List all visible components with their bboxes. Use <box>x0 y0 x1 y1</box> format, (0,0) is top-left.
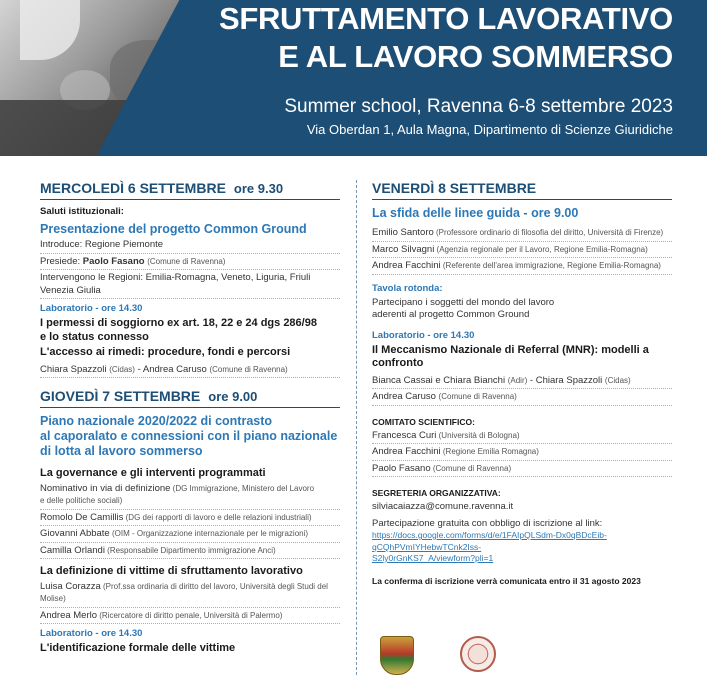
speaker-name: Giovanni Abbate <box>40 528 110 539</box>
speaker-name: Francesca Curi <box>372 429 437 441</box>
venue: Via Oberdan 1, Aula Magna, Dipartimento di Scienze Giuridiche <box>306 122 673 137</box>
day2-lab-label: Laboratorio - ore 14.30 <box>40 628 143 639</box>
speaker-name: Marco Silvagni <box>372 243 435 255</box>
intro: Introduce: Regione Piemonte <box>40 239 340 254</box>
segreteria-note: Partecipazione gratuita con obbligo di iscrizione al link: <box>372 517 603 529</box>
sfida-title: La sfida delle linee guida - ore 9.00 <box>372 206 579 220</box>
university-seal-icon <box>460 636 496 672</box>
day2-time: ore 9.00 <box>208 389 258 404</box>
speaker-org: (Comune di Ravenna) <box>430 463 512 473</box>
speaker-name: Andrea Facchini <box>372 446 441 457</box>
comune-crest-icon <box>380 636 414 675</box>
page-title <box>219 0 673 76</box>
segreteria-email: silviacaiazza@comune.ravenna.it <box>372 501 514 512</box>
saluti: Saluti istituzionali: <box>40 206 124 217</box>
day3-header <box>372 180 672 200</box>
day1-header <box>40 180 340 200</box>
speaker-row <box>40 483 340 510</box>
speaker-org: (DG dei rapporti di lavoro e delle relazioni industriali) <box>123 512 312 522</box>
speaker-name: Andrea Merlo <box>40 609 98 621</box>
speaker-row <box>40 581 340 608</box>
regions: Intervengono le Regioni: Emilia-Romagna, Veneto, Liguria, Friuli Venezia Giulia <box>40 272 340 299</box>
day1-lab-title3: L'accesso ai rimedi: procedure, fondi e percorsi <box>40 346 291 358</box>
speaker-org: (Referente dell'area immigrazione, Regione Emilia-Romagna) <box>440 261 661 270</box>
day1-lab-label: Laboratorio - ore 14.30 <box>40 303 143 314</box>
left-column <box>40 180 340 656</box>
header-banner <box>0 0 707 156</box>
day1-lab-speakers: Chiara Spazzoli (Cidas) - Andrea Caruso (Comune di Ravenna) <box>40 364 340 379</box>
speaker-row <box>372 260 672 275</box>
speaker-name: Camilla Orlandi <box>40 544 105 556</box>
speaker-name: Luisa Corazza <box>40 580 101 592</box>
def-speakers <box>40 581 340 625</box>
registration-link-line1[interactable]: https://docs.google.com/forms/d/e/1FAIpQLSdm-Dx0qBDcEib-qCQhPVmIYHebwTCnk2Iss- <box>372 530 607 552</box>
day2-lab-title: L'identificazione formale delle vittime <box>40 642 236 654</box>
speaker-org: (Agenzia regionale per il Lavoro, Regione Emilia-Romagna) <box>434 244 648 254</box>
day3-lab-speaker3: Andrea Caruso (Comune di Ravenna) <box>372 391 672 406</box>
day2-name: GIOVEDÌ 7 SETTEMBRE <box>40 388 201 404</box>
title-line1: SFRUTTAMENTO LAVORATIVO <box>218 1 673 36</box>
segreteria-label: SEGRETERIA ORGANIZZATIVA: <box>372 488 501 498</box>
speaker-org: (Responsabile Dipartimento immigrazione Anci) <box>104 545 276 555</box>
chair: Presiede: Paolo Fasano (Comune di Ravenna) <box>40 256 340 271</box>
speaker-name: Emilio Santoro <box>372 227 434 238</box>
plan-line1: Piano nazionale 2020/2022 di contrasto <box>40 414 273 428</box>
speaker-org-cont: e delle politiche sociali) <box>40 496 123 505</box>
day1-lab-title2: e lo status connesso <box>40 330 149 343</box>
speaker-org: (OIM - Organizzazione internazionale per le migrazioni) <box>109 529 309 538</box>
tavola-label: Tavola rotonda: <box>372 282 443 294</box>
speaker-org: (Università di Bologna) <box>436 430 520 440</box>
comitato-label: COMITATO SCIENTIFICO: <box>372 416 475 427</box>
plan-line2: al caporalato e connessioni con il piano nazionale <box>40 429 338 443</box>
speaker-row <box>372 430 672 445</box>
day1-name: MERCOLEDÌ 6 SETTEMBRE <box>40 180 226 196</box>
gov-title: La governance e gli interventi programmati <box>40 467 266 479</box>
tavola-text2: aderenti al progetto Common Ground <box>372 309 530 320</box>
day3-lab-label: Laboratorio - ore 14.30 <box>372 329 475 341</box>
registration-link-line2[interactable]: S2ly0rGnKS7_A/viewform?pli=1 <box>372 553 494 563</box>
day2-header <box>40 388 340 408</box>
right-column <box>372 180 672 587</box>
speaker-row <box>372 463 672 478</box>
speaker-name: Romolo De Camillis <box>40 511 124 523</box>
speaker-row <box>372 244 672 259</box>
logos <box>380 636 496 675</box>
title-line2: E AL LAVORO SOMMERSO <box>278 39 673 74</box>
speaker-name: Andrea Facchini <box>372 260 441 271</box>
day3-lab-title: Il Meccanismo Nazionale di Referral (MNR): modelli a confronto <box>372 343 649 369</box>
speaker-row <box>40 545 340 560</box>
speaker-org: (Prof.ssa ordinaria di diritto del lavoro, Università degli Studi del Molise) <box>40 581 328 603</box>
speaker-row <box>372 446 672 461</box>
speaker-row <box>40 512 340 527</box>
presentation-title: Presentazione del progetto Common Ground <box>40 222 307 236</box>
day1-lab-title1: I permessi di soggiorno ex art. 18, 22 e 24 dgs 286/98 <box>40 317 317 329</box>
speaker-name: Nominativo in via di definizione <box>40 482 171 494</box>
speaker-org: (Regione Emilia Romagna) <box>440 447 539 456</box>
speaker-org: (DG Immigrazione, Ministero del Lavoro <box>170 483 315 493</box>
comitato-members <box>372 430 672 478</box>
speaker-row <box>40 528 340 543</box>
speaker-row <box>40 610 340 625</box>
speaker-org: (Professore ordinario di filosofia del diritto, Università di Firenze) <box>433 228 664 237</box>
gov-speakers <box>40 483 340 560</box>
day1-time: ore 9.30 <box>233 181 284 196</box>
confirm-note: La conferma di iscrizione verrà comunicata entro il 31 agosto 2023 <box>372 575 641 586</box>
sfida-speakers <box>372 227 672 275</box>
subtitle: Summer school, Ravenna 6-8 settembre 2023 <box>284 96 673 117</box>
day3-lab-speakers: Bianca Cassai e Chiara Bianchi (Adir) - Chiara Spazzoli (Cidas) <box>372 375 672 390</box>
def-title: La definizione di vittime di sfruttamento lavorativo <box>40 565 303 577</box>
speaker-row <box>372 227 672 242</box>
day3-name: VENERDÌ 8 SETTEMBRE <box>372 180 537 196</box>
column-divider <box>356 180 357 675</box>
speaker-name: Paolo Fasano <box>372 462 431 474</box>
speaker-org: (Ricercatore di diritto penale, Università di Palermo) <box>97 610 283 620</box>
tavola-text1: Partecipano i soggetti del mondo del lavoro <box>372 296 555 308</box>
plan-line3: di lotta al lavoro sommerso <box>40 444 203 458</box>
